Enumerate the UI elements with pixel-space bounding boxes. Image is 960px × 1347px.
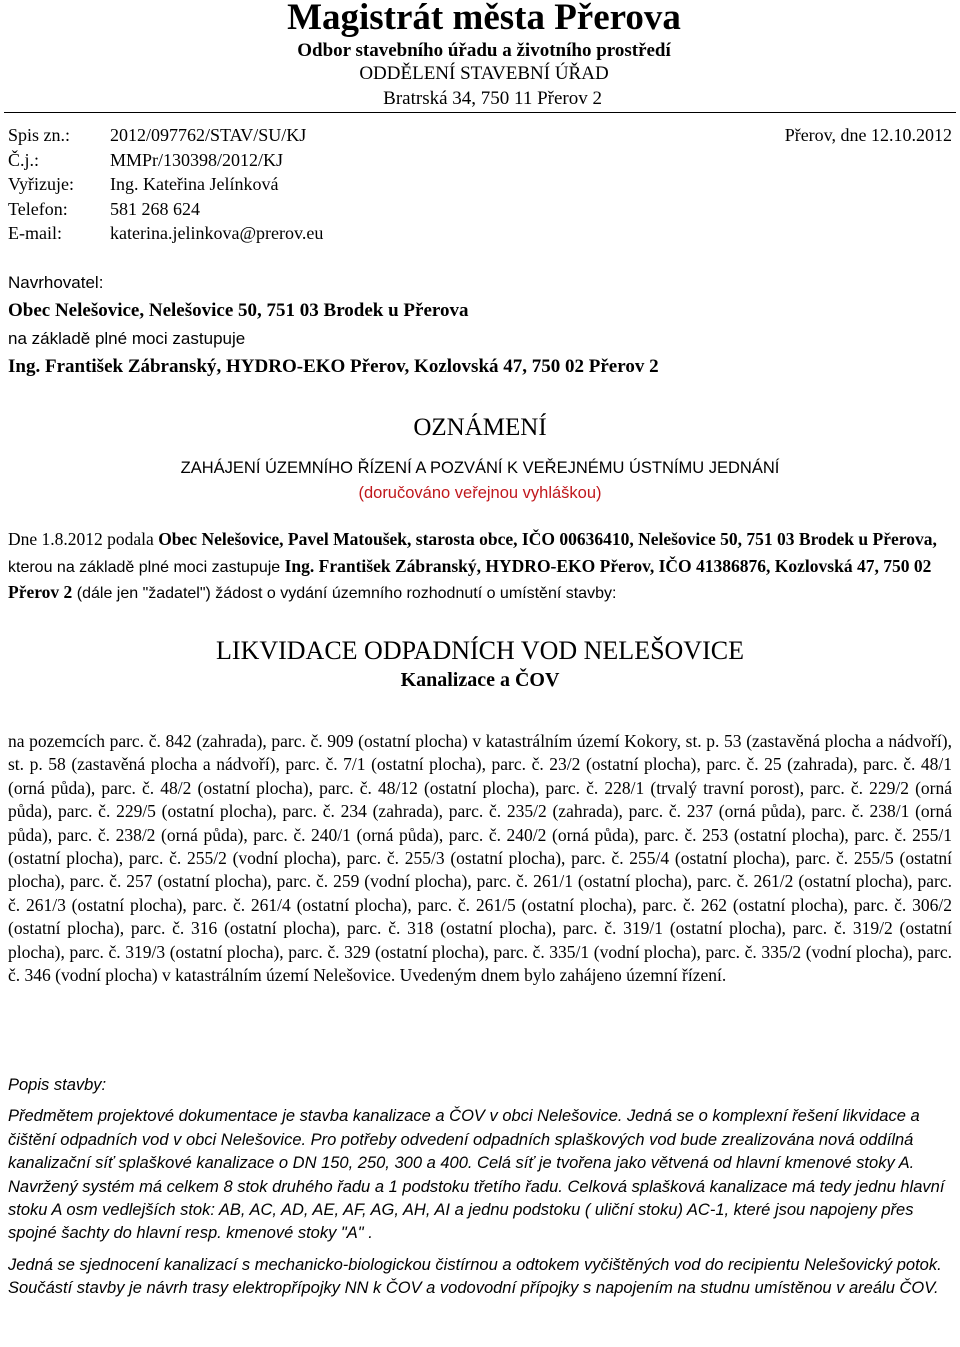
applicant-block [8,269,952,381]
meta-row-handler [8,172,323,197]
description-paragraph: Předmětem projektové dokumentace je stavba kanalizace a ČOV v obci Nelešovice. Jedná se o komplexní řešení likvidace a čištění odpadních vod v obci Nelešovice. Pro potřeby odvedení odpadních splaškových vod bude zrealizována nová oddílná kanalizační síť splaškové kanalizace o DN 150, 250, 300 a 400. Celá síť je tvořena jako větvená od hlavní kmenové stoky A. Navržený systém má celkem 8 stok druhého řadu a 1 podstoku třetího řadu. Celková splašková kanalizace má tedy jednu hlavní stoku A osm vedlejších stok: AB, AC, AD, AE, AF, AG, AH, AI a jednu podstoku ( uliční stoku) AC-1, které jsou napojeny přes spojné šachty do hlavní resp. kmenové stoky "A" . [8,1107,945,1243]
meta-label: E-mail: [8,223,62,243]
file-metadata [8,123,323,246]
meta-label: Vyřizuje: [8,174,74,194]
intro-proxy: kterou na základě plné moci zastupuje [8,558,285,576]
intro-verb: podala [102,529,159,549]
intro-applicant: Obec Nelešovice, Pavel Matoušek, starosta obce, IČO 00636410, Nelešovice 50, 751 03 Brodek u Přerova, [158,529,937,549]
office-address: Bratrská 34, 750 11 Přerov 2 [383,88,602,109]
intro-date: Dne 1.8.2012 [8,529,103,549]
org-title: Magistrát města Přerova [287,0,681,38]
intro-representative: Ing. František Zábranský, HYDRO-EKO Přerov, IČO 41386876, Kozlovská 47, 750 02 Přerov 2 [8,555,932,602]
representative: Ing. František Zábranský, HYDRO-EKO Přerov, Kozlovská 47, 750 02 Přerov 2 [8,356,659,377]
proxy-note: na základě plné moci zastupuje [8,329,246,348]
meta-row-email [8,221,323,246]
project-title: LIKVIDACE ODPADNÍCH VOD NELEŠOVICE [216,636,744,665]
intro-paragraph [8,527,952,607]
description-label: Popis stavby: [8,1076,107,1094]
notice-title: OZNÁMENÍ [413,414,547,441]
header-divider [4,112,956,113]
notice-subtitle: ZAHÁJENÍ ÚZEMNÍHO ŘÍZENÍ A POZVÁNÍ K VEŘEJNÉMU ÚSTNÍMU JEDNÁNÍ [180,459,780,477]
construction-description [8,1074,952,1301]
parcels-paragraph: na pozemcích parc. č. 842 (zahrada), parc. č. 909 (ostatní plocha) v katastrálním území Kokory, st. p. 53 (zastavěná plocha a nádvoří), st. p. 58 (zastavěná plocha a nádvoří), parc. č. 7/1 (ostatní plocha), parc. č. 23/2 (ostatní plocha), parc. č. 25 (zahrada), parc. č. 48/1 (orná půda), parc. č. 48/2 (ostatní plocha), parc. č. 48/12 (ostatní plocha), parc. č. 228/1 (trvalý travní porost), parc. č. 229/2 (orná půda), parc. č. 229/5 (ostatní plocha), parc. č. 234 (zahrada), parc. č. 235/2 (zahrada), parc. č. 237 (orná půda), parc. č. 238/1 (orná půda), parc. č. 238/2 (orná půda), parc. č. 240/1 (orná půda), parc. č. 240/2 (orná půda), parc. č. 253 (ostatní plocha), parc. č. 255/1 (ostatní plocha), parc. č. 255/2 (vodní plocha), parc. č. 255/3 (ostatní plocha), parc. č. 255/4 (ostatní plocha), parc. č. 255/5 (ostatní plocha), parc. č. 257 (ostatní plocha), parc. č. 259 (vodní plocha), parc. č. 261/1 (ostatní plocha), parc. č. 261/2 (ostatní plocha), parc. č. 261/3 (ostatní plocha), parc. č. 261/4 (ostatní plocha), parc. č. 261/5 (ostatní plocha), parc. č. 262 (ostatní plocha), parc. č. 306/2 (ostatní plocha), parc. č. 316 (ostatní plocha), parc. č. 318 (ostatní plocha), parc. č. 319/1 (ostatní plocha), parc. č. 319/2 (ostatní plocha), parc. č. 319/3 (ostatní plocha), parc. č. 329 (ostatní plocha), parc. č. 335/1 (vodní plocha), parc. č. 335/2 (vodní plocha), parc. č. 346 (vodní plocha) v katastrálním území Nelešovice. Uvedeným dnem bylo zahájeno územní řízení. [8,731,952,986]
email-link[interactable]: katerina.jelinkova@prerov.eu [110,223,324,243]
applicant-name: Obec Nelešovice, Nelešovice 50, 751 03 Brodek u Přerova [8,300,469,321]
meta-label: Spis zn.: [8,125,71,145]
delivery-note: (doručováno veřejnou vyhláškou) [358,484,602,502]
department-name: Odbor stavebního úřadu a životního prostředí [297,40,671,61]
meta-value: 581 268 624 [110,198,200,219]
meta-label: Č.j.: [8,149,40,170]
intro-tail: (dále jen "žadatel") žádost o vydání územního rozhodnutí o umístění stavby: [72,585,617,602]
meta-row-reference [8,148,323,173]
meta-row-file-number [8,123,323,148]
meta-value: Ing. Kateřina Jelínková [110,174,279,194]
meta-value: 2012/097762/STAV/SU/KJ [110,125,307,145]
section-name: ODDĚLENÍ STAVEBNÍ ÚŘAD [359,63,609,84]
place-and-date: Přerov, dne 12.10.2012 [784,125,952,145]
applicant-label: Navrhovatel: [8,273,104,292]
description-paragraph: Jedná se sjednocení kanalizací s mechanicko-biologickou čistírnou a odtokem vyčištěných vod do recipientu Nelešovický potok. Součástí stavby je návrh trasy elektropřípojky NN k ČOV a vodovodní přípojky s napojením na studnu umístěnou v areálu ČOV. [8,1255,942,1298]
project-subtitle: Kanalizace a ČOV [400,669,560,691]
meta-value: MMPr/130398/2012/KJ [110,149,284,170]
meta-label: Telefon: [8,198,68,219]
meta-row-phone [8,197,323,222]
